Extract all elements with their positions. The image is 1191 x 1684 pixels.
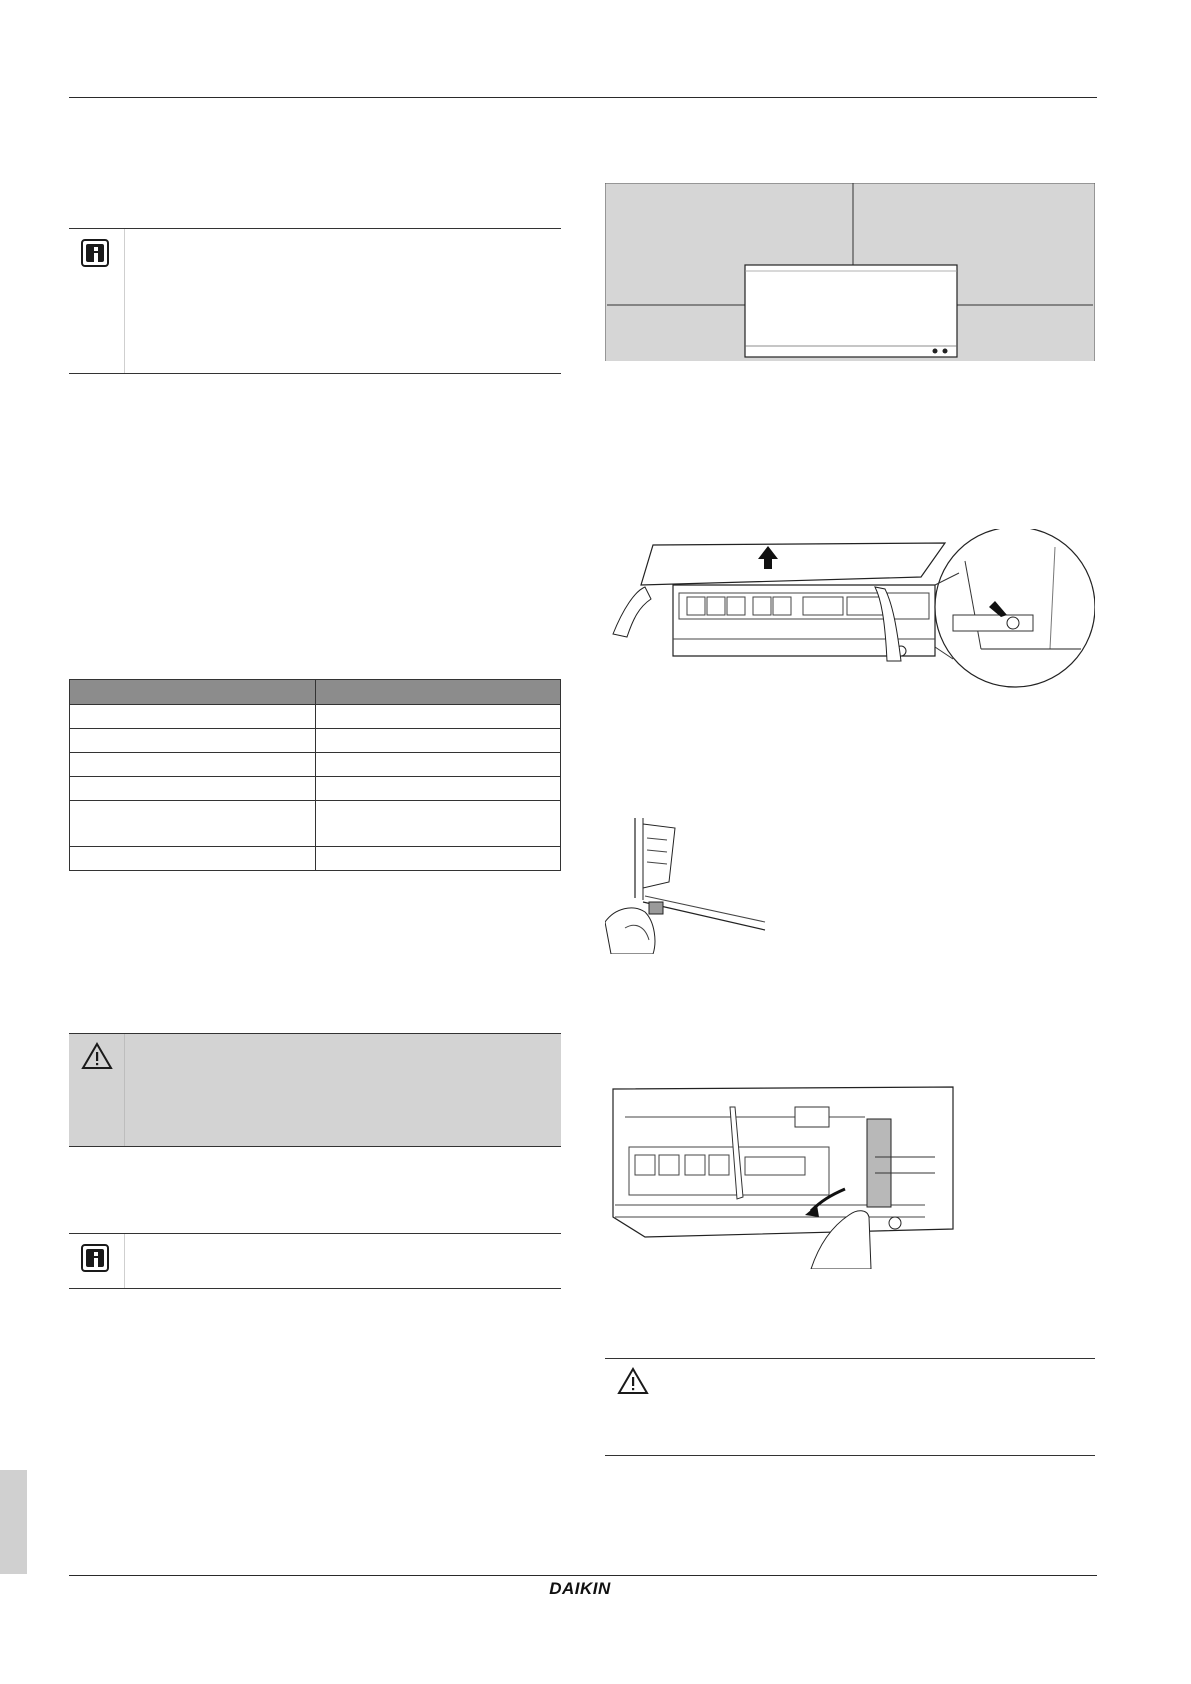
footer-rule [69,1575,1097,1576]
figure-filter-removal [605,1077,960,1269]
header-rule [69,97,1097,98]
table-cell [70,777,316,801]
table-row [70,729,561,753]
table-row [70,753,561,777]
page-side-tab [0,1470,27,1574]
table-row [70,847,561,871]
table-cell [316,729,561,753]
table-cell [70,753,316,777]
table-cell [70,705,316,729]
table-header-row [70,680,561,705]
brand-logo: DAIKIN [549,1579,611,1598]
table-row [70,777,561,801]
warning-icon [81,1042,113,1070]
table-header-cell [316,680,561,705]
notice-icon-column [69,1234,125,1288]
figure-clearance [605,183,1095,361]
figure-hinge-detail [605,818,775,954]
notice-icon-column [69,1034,125,1146]
table-cell [70,801,316,847]
table-row [70,705,561,729]
info-notice-2 [69,1233,561,1289]
notice-icon-column [605,1359,660,1455]
caution-notice-right [605,1358,1095,1456]
table-cell [316,753,561,777]
info-icon [81,239,109,267]
table-cell [316,777,561,801]
table-cell [316,847,561,871]
table-cell [316,705,561,729]
notice-icon-column [69,229,125,373]
table-cell [70,729,316,753]
info-icon [81,1244,109,1272]
figure-open-panel [605,529,1095,691]
warning-icon [617,1367,649,1395]
table-cell [70,847,316,871]
table-header-cell [70,680,316,705]
caution-notice [69,1033,561,1147]
spec-table [69,679,561,871]
table-cell [316,801,561,847]
info-notice-1 [69,228,561,374]
table-row [70,801,561,847]
